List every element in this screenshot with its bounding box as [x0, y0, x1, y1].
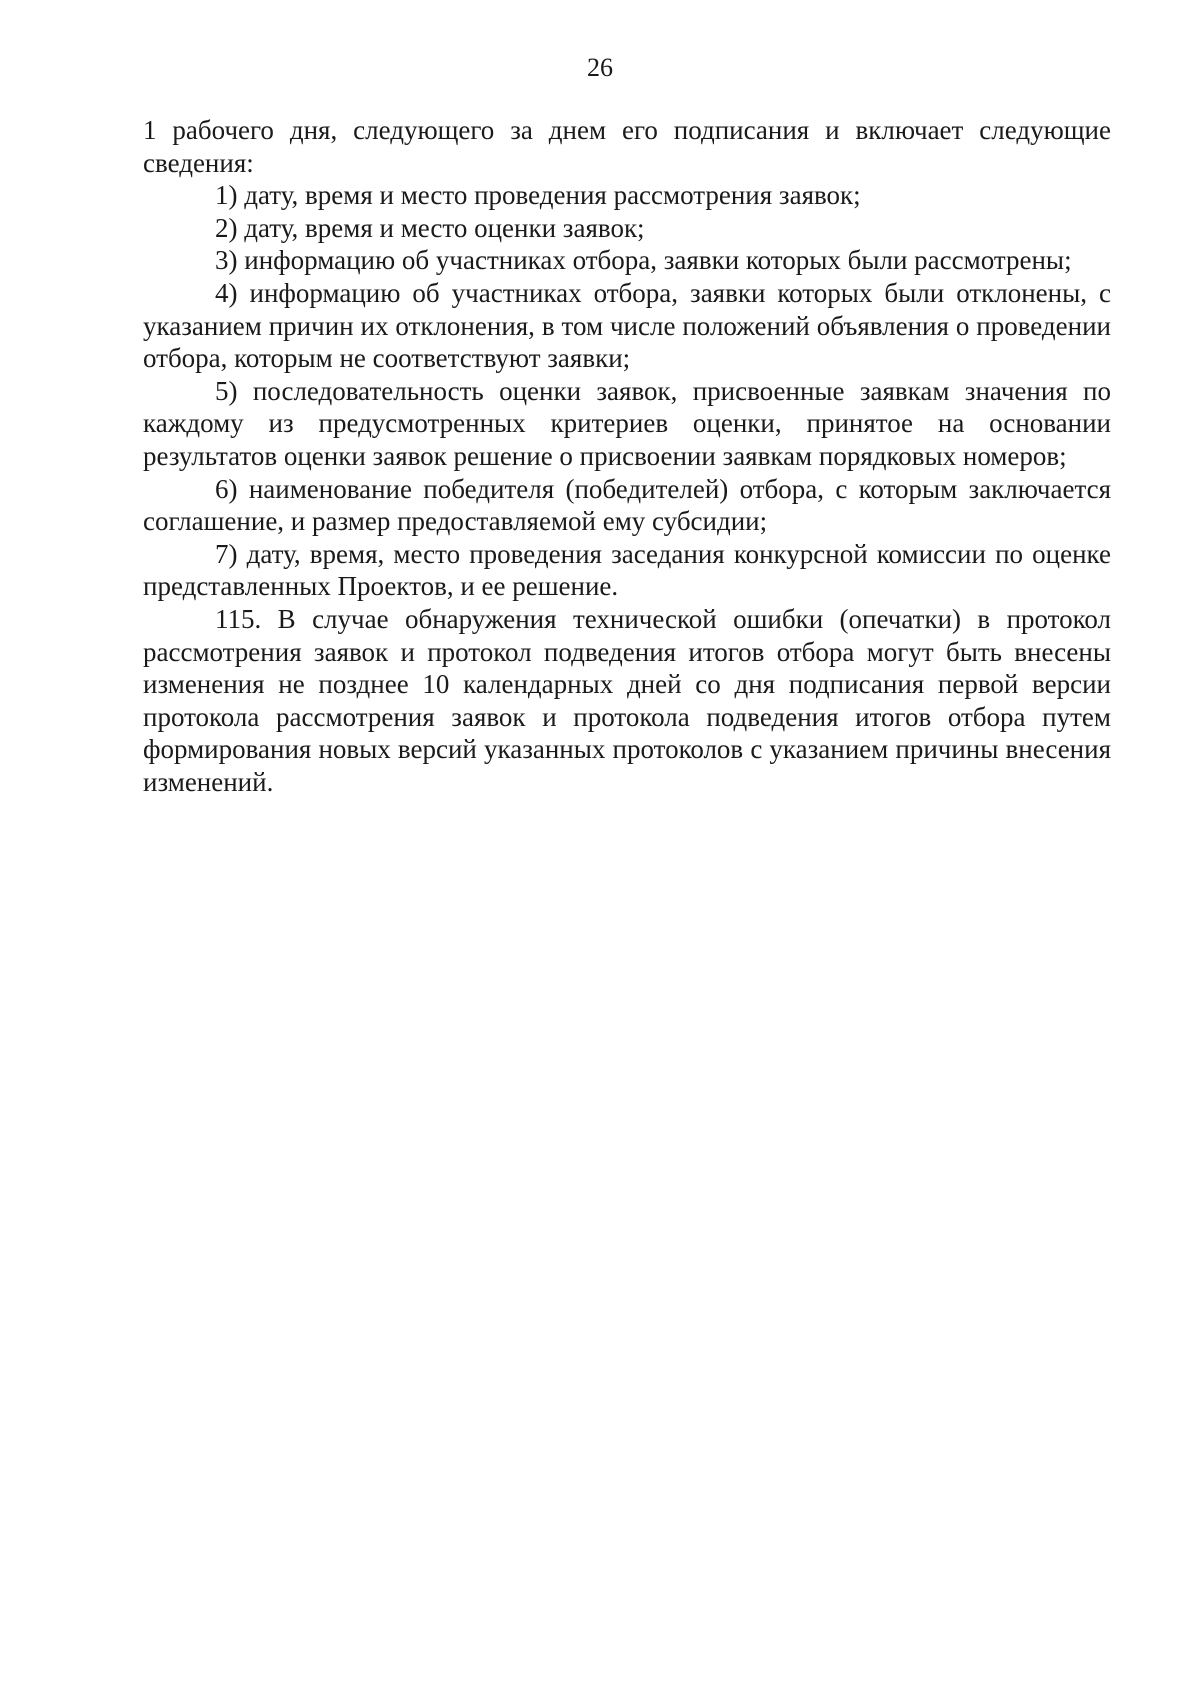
list-item-6: 6) наименование победителя (победителей) отбора, с которым заключается соглашение, и размер предоставляемой ему субсидии;: [143, 473, 1111, 537]
paragraph-115: 115. В случае обнаружения технической ошибки (опечатки) в протокол рассмотрения заявок и протокол подведения итогов отбора могут быть внесены изменения не позднее 10 календарных дней со дня подписания первой версии протокола рассмотрения заявок и протокола подведения итогов отбора путем формирования новых версий указанных протоколов с указанием причины внесения изменений.: [143, 603, 1111, 797]
list-item-2: 2) дату, время и место оценки заявок;: [215, 212, 645, 243]
page-number: 26: [587, 53, 613, 82]
paragraph-intro: 1 рабочего дня, следующего за днем его подписания и включает следующие сведения:: [143, 115, 1111, 178]
list-item-7: 7) дату, время, место проведения заседания конкурсной комиссии по оценке представленных Проектов, и ее решение.: [143, 538, 1111, 602]
list-item-1: 1) дату, время и место проведения рассмотрения заявок;: [215, 180, 861, 211]
list-item-4: 4) информацию об участниках отбора, заявки которых были отклонены, с указанием причин их отклонения, в том числе положений объявления о проведении отбора, которым не соответствуют заявки;: [143, 277, 1111, 374]
list-item-3: 3) информацию об участниках отбора, заявки которых были рассмотрены;: [215, 245, 1072, 276]
list-item-5: 5) последовательность оценки заявок, присвоенные заявкам значения по каждому из предусмотренных критериев оценки, принятое на основании результатов оценки заявок решение о присвоении заявкам порядковых номеров;: [143, 375, 1111, 471]
document-body: [143, 114, 1111, 798]
